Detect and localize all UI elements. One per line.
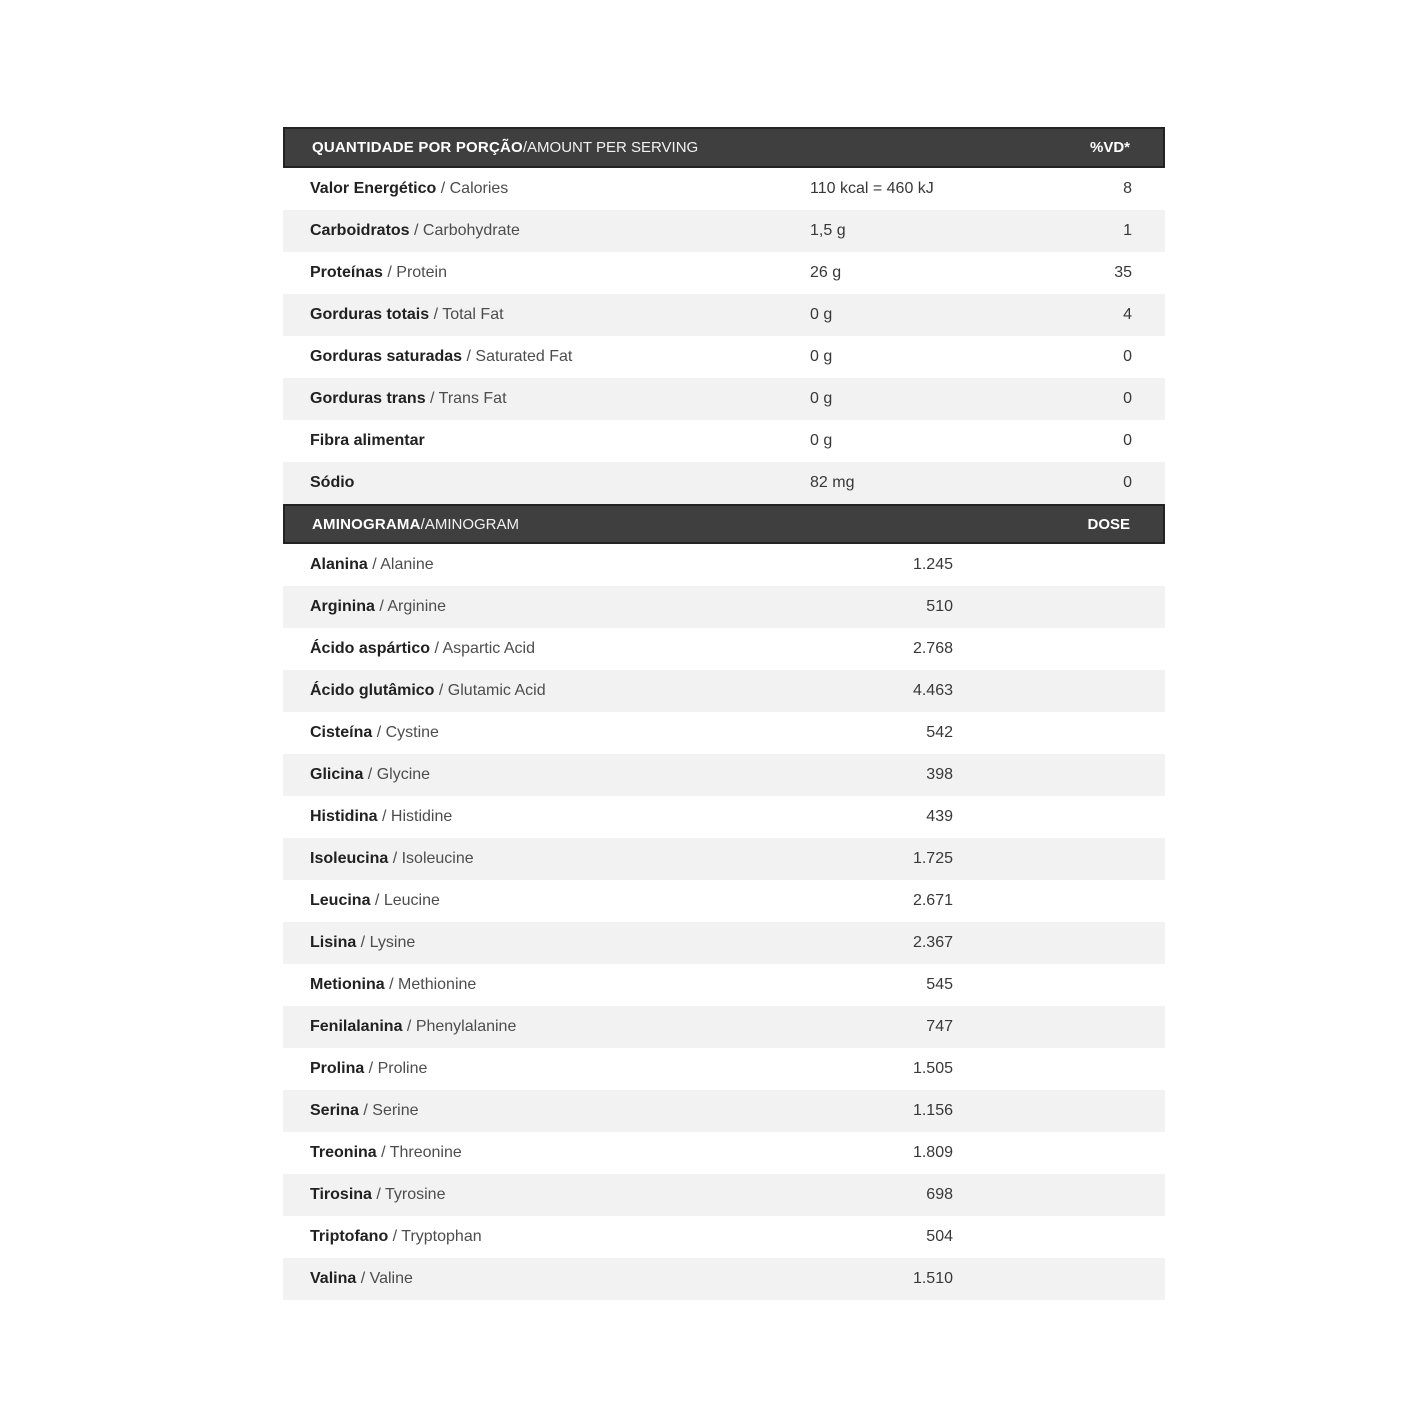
amino-label-pt: Fenilalanina <box>310 1018 403 1035</box>
serving-header-title-en: AMOUNT PER SERVING <box>527 139 699 156</box>
dose-value: 542 <box>926 724 953 741</box>
nutrient-label <box>283 222 810 240</box>
nutrient-label-en: Saturated Fat <box>475 348 573 365</box>
amino-label-separator: / <box>374 598 388 615</box>
amino-label-en: Proline <box>377 1060 428 1077</box>
dose-value: 2.671 <box>912 892 953 909</box>
amino-label-pt: Lisina <box>310 934 357 951</box>
vd-value: 1 <box>1123 222 1132 239</box>
amino-label-separator: / <box>372 724 386 741</box>
amino-label-en: Valine <box>369 1270 413 1287</box>
dose-value: 398 <box>926 766 953 783</box>
amino-label-en: Isoleucine <box>401 850 474 867</box>
table-row <box>283 670 1165 712</box>
table-row <box>283 586 1165 628</box>
dose-value: 1.245 <box>912 556 953 573</box>
amino-label-pt: Leucina <box>310 892 371 909</box>
nutrient-label-en: Carbohydrate <box>422 222 520 239</box>
amino-label-en: Phenylalanine <box>415 1018 517 1035</box>
nutrient-label <box>283 180 810 198</box>
amino-label <box>283 850 810 868</box>
vd-value: 0 <box>1123 348 1132 365</box>
amino-label <box>283 808 810 826</box>
amino-label-pt: Ácido aspártico <box>310 640 431 657</box>
amino-label-en: Tryptophan <box>401 1228 482 1245</box>
amino-label-en: Histidine <box>390 808 453 825</box>
table-row <box>283 838 1165 880</box>
nutrient-label-pt: Gorduras trans <box>310 390 426 407</box>
nutrient-label <box>283 390 810 408</box>
nutrition-facts-table <box>283 127 1165 1300</box>
aminogram-header-separator: / <box>420 515 425 533</box>
amino-label <box>283 976 810 994</box>
amino-label-separator: / <box>376 1144 390 1161</box>
amino-label-pt: Triptofano <box>310 1228 389 1245</box>
serving-section-header <box>283 127 1165 168</box>
amino-label-pt: Isoleucina <box>310 850 389 867</box>
amino-label-pt: Ácido glutâmico <box>310 682 435 699</box>
table-row <box>283 252 1165 294</box>
amino-label-pt: Tirosina <box>310 1186 372 1203</box>
amino-label-en: Alanine <box>380 556 434 573</box>
amino-label-separator: / <box>388 1228 402 1245</box>
amino-label <box>283 1060 810 1078</box>
amount-value: 26 g <box>810 264 842 281</box>
amino-label <box>283 1144 810 1162</box>
table-row <box>283 1048 1165 1090</box>
table-row <box>283 796 1165 838</box>
dose-value: 2.768 <box>912 640 953 657</box>
dose-value: 1.156 <box>912 1102 953 1119</box>
amount-value: 0 g <box>810 348 833 365</box>
dose-value: 439 <box>926 808 953 825</box>
dose-value: 504 <box>926 1228 953 1245</box>
table-row <box>283 1216 1165 1258</box>
table-row <box>283 964 1165 1006</box>
vd-value: 0 <box>1123 474 1132 491</box>
amino-label-en: Serine <box>372 1102 419 1119</box>
nutrient-label-pt: Gorduras totais <box>310 306 430 323</box>
amino-label-en: Aspartic Acid <box>442 640 535 657</box>
table-row <box>283 712 1165 754</box>
table-row <box>283 378 1165 420</box>
amino-label <box>283 1228 810 1246</box>
amount-value: 0 g <box>810 432 833 449</box>
amino-label <box>283 1270 810 1288</box>
amino-label <box>283 766 810 784</box>
dose-value: 1.510 <box>912 1270 953 1287</box>
amino-label-en: Cystine <box>385 724 439 741</box>
amino-label <box>283 640 810 658</box>
amino-label-en: Threonine <box>389 1144 462 1161</box>
nutrient-label-pt: Valor Energético <box>310 180 437 197</box>
amount-value: 0 g <box>810 390 833 407</box>
amino-label <box>283 556 810 574</box>
amount-value: 82 mg <box>810 474 855 491</box>
amino-label-pt: Glicina <box>310 766 364 783</box>
nutrient-label-en: Trans Fat <box>438 390 507 407</box>
nutrient-label-pt: Carboidratos <box>310 222 410 239</box>
amino-label-separator: / <box>371 1186 385 1203</box>
nutrient-label-separator: / <box>429 306 443 323</box>
amino-label <box>283 682 810 700</box>
dose-value: 2.367 <box>912 934 953 951</box>
dose-value: 4.463 <box>912 682 953 699</box>
table-row <box>283 420 1165 462</box>
nutrient-label <box>283 264 810 282</box>
amino-label-separator: / <box>370 892 384 909</box>
amino-label-separator: / <box>388 850 402 867</box>
amino-label-separator: / <box>358 1102 373 1119</box>
amino-label-separator: / <box>363 766 377 783</box>
table-row <box>283 1090 1165 1132</box>
amino-label-pt: Cisteína <box>310 724 373 741</box>
nutrient-label-separator: / <box>436 180 450 197</box>
table-row <box>283 1006 1165 1048</box>
amino-label <box>283 1186 810 1204</box>
nutrient-label-separator: / <box>425 390 439 407</box>
table-row <box>283 1132 1165 1174</box>
amino-label-pt: Histidina <box>310 808 378 825</box>
amino-label <box>283 1102 810 1120</box>
amino-label-en: Glutamic Acid <box>447 682 546 699</box>
nutrient-label-pt: Sódio <box>310 474 355 491</box>
amino-label-separator: / <box>356 1270 370 1287</box>
table-row <box>283 168 1165 210</box>
table-row <box>283 336 1165 378</box>
table-row <box>283 1174 1165 1216</box>
vd-value: 35 <box>1114 264 1132 281</box>
nutrient-label-en: Total Fat <box>442 306 504 323</box>
amino-label-separator: / <box>430 640 443 657</box>
nutrient-label-en: Calories <box>449 180 509 197</box>
aminogram-header-title-en: AMINOGRAM <box>424 515 519 533</box>
vd-value: 0 <box>1123 390 1132 407</box>
amino-label-pt: Alanina <box>310 556 368 573</box>
nutrient-label-separator: / <box>462 348 476 365</box>
amino-label-en: Methionine <box>398 976 477 993</box>
amount-value: 110 kcal = 460 kJ <box>810 180 934 197</box>
aminogram-rows <box>283 544 1165 1300</box>
aminogram-section-header <box>283 504 1165 544</box>
amino-label-pt: Prolina <box>310 1060 365 1077</box>
amino-label-separator: / <box>384 976 399 993</box>
amino-label <box>283 1018 810 1036</box>
vd-value: 0 <box>1123 432 1132 449</box>
nutrient-label-pt: Proteínas <box>310 264 383 281</box>
serving-header-separator: / <box>522 139 528 156</box>
nutrient-label-pt: Gorduras saturadas <box>310 348 463 365</box>
dose-value: 698 <box>926 1186 953 1203</box>
nutrient-label <box>283 474 810 492</box>
amino-label-pt: Valina <box>310 1270 357 1287</box>
vd-column-header: %VD* <box>1089 139 1130 156</box>
nutrient-label <box>283 306 810 324</box>
vd-value: 8 <box>1123 180 1132 197</box>
nutrient-label <box>283 348 810 366</box>
table-row <box>283 880 1165 922</box>
nutrient-label-pt: Fibra alimentar <box>310 432 425 449</box>
amino-label <box>283 892 810 910</box>
amino-label-en: Lysine <box>369 934 416 951</box>
aminogram-header-title-pt: AMINOGRAMA <box>312 515 421 533</box>
amount-value: 0 g <box>810 306 833 323</box>
serving-rows <box>283 168 1165 504</box>
amino-label-pt: Metionina <box>310 976 385 993</box>
amino-label-separator: / <box>377 808 391 825</box>
amino-label <box>283 934 810 952</box>
amino-label-en: Arginine <box>387 598 447 615</box>
amino-label-separator: / <box>402 1018 416 1035</box>
dose-value: 1.725 <box>912 850 953 867</box>
amino-label-separator: / <box>434 682 448 699</box>
amino-label-en: Glycine <box>376 766 431 783</box>
table-row <box>283 210 1165 252</box>
dose-value: 510 <box>926 598 953 615</box>
amino-label-separator: / <box>367 556 381 573</box>
nutrient-label <box>283 432 810 450</box>
amino-label-pt: Serina <box>310 1102 359 1119</box>
vd-value: 4 <box>1123 306 1132 323</box>
amino-label <box>283 724 810 742</box>
nutrient-label-separator: / <box>382 264 397 281</box>
amino-label <box>283 598 810 616</box>
nutrient-label-en: Protein <box>396 264 447 281</box>
dose-value: 1.809 <box>912 1144 953 1161</box>
dose-value: 747 <box>926 1018 953 1035</box>
amount-value: 1,5 g <box>810 222 846 239</box>
table-row <box>283 922 1165 964</box>
table-row <box>283 754 1165 796</box>
amino-label-en: Leucine <box>383 892 440 909</box>
amino-label-en: Tyrosine <box>385 1186 446 1203</box>
amino-label-pt: Treonina <box>310 1144 377 1161</box>
table-row <box>283 1258 1165 1300</box>
amino-label-separator: / <box>356 934 370 951</box>
table-row <box>283 628 1165 670</box>
dose-value: 545 <box>926 976 953 993</box>
dose-column-header: DOSE <box>1087 515 1130 533</box>
dose-value: 1.505 <box>912 1060 953 1077</box>
table-row <box>283 462 1165 504</box>
amino-label-separator: / <box>364 1060 378 1077</box>
table-row <box>283 544 1165 586</box>
nutrient-label-separator: / <box>409 222 423 239</box>
table-row <box>283 294 1165 336</box>
serving-header-title-pt: QUANTIDADE POR PORÇÃO <box>312 139 523 156</box>
amino-label-pt: Arginina <box>310 598 375 615</box>
